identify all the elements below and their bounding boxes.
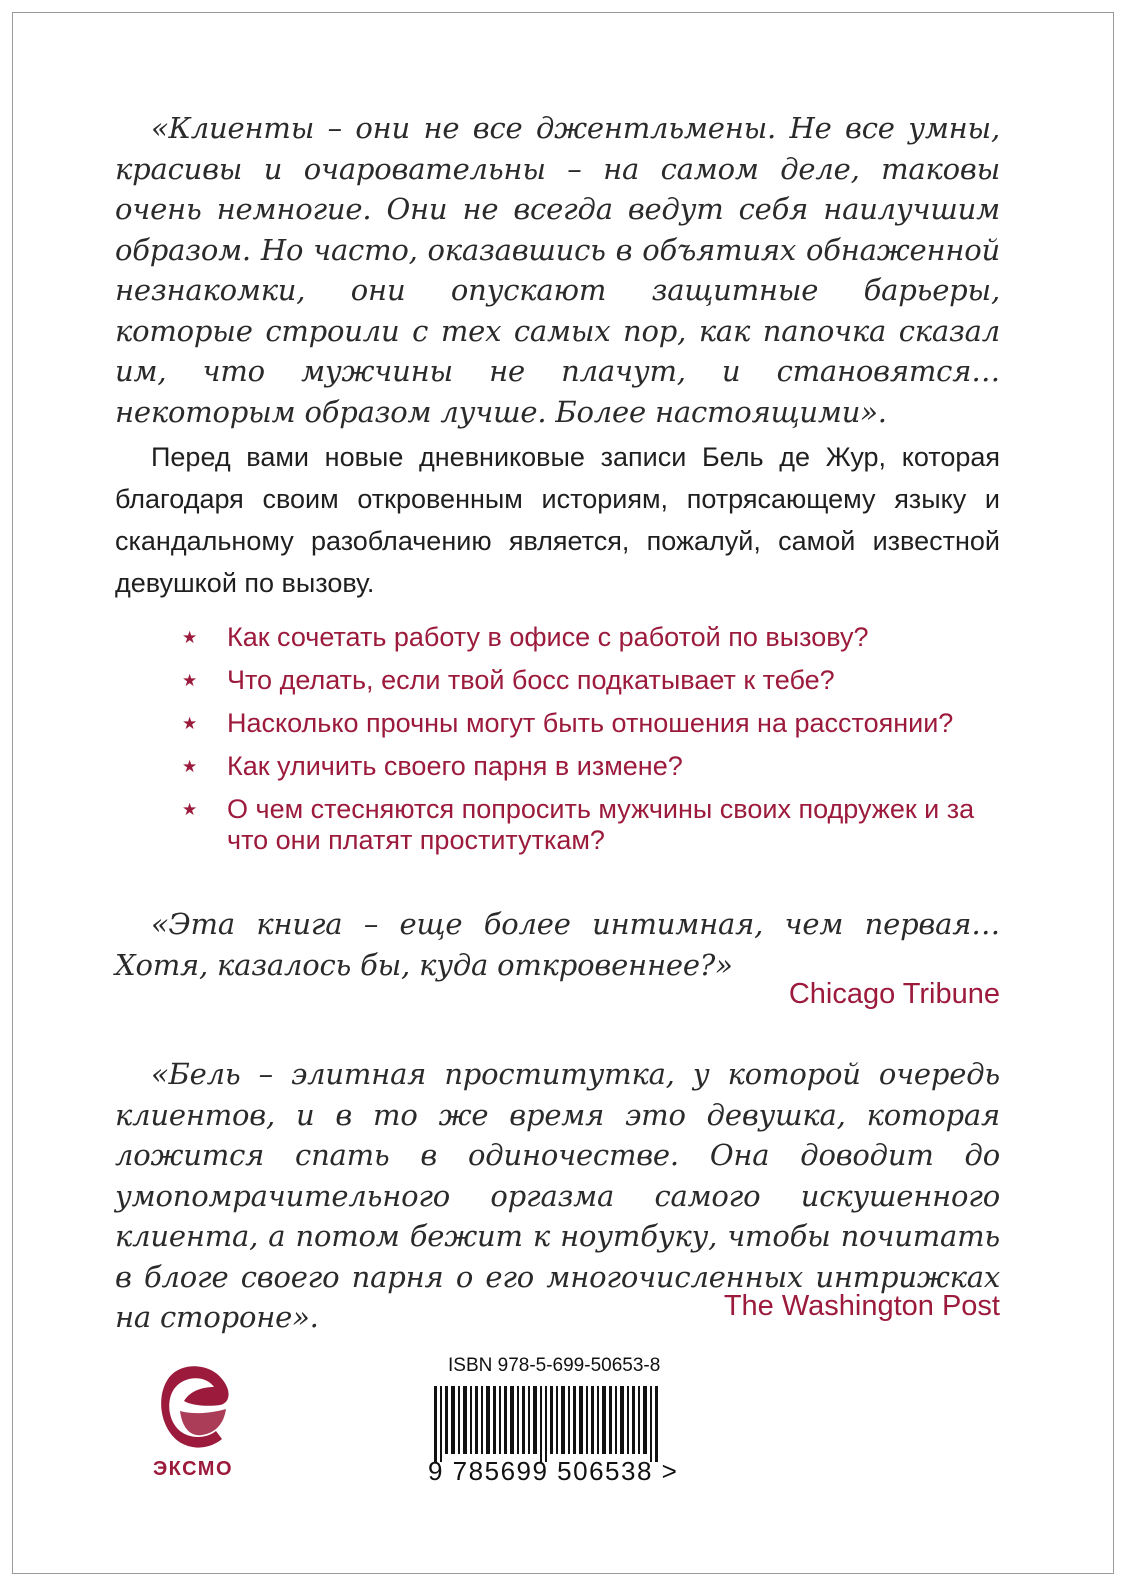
list-item: ★ Как сочетать работу в офисе с работой по вызову? bbox=[182, 622, 869, 652]
barcode-digits: 9 785699 506538 > bbox=[428, 1456, 679, 1486]
star-icon: ★ bbox=[182, 628, 198, 647]
review-washington-text: «Бель – элитная проститутка, у которой очередь клиентов, и в то же время это девушка, которая ложится спать в одиночестве. Она доводит до умопомрачительного оргазма самого искушенного клиента, а потом бежит к ноутбуку, чтобы почитать в блоге своего парня о его многочисленных интрижках на стороне». bbox=[115, 1057, 1000, 1334]
review-chicago-text: «Эта книга – еще более интимная, чем первая… Хотя, казалось бы, куда откровеннее?» bbox=[115, 907, 1000, 982]
list-item: ★ О чем стесняются попросить мужчины своих подружек и за что они платят проституткам? bbox=[182, 794, 975, 855]
star-icon: ★ bbox=[182, 757, 198, 776]
star-icon: ★ bbox=[182, 714, 198, 733]
barcode bbox=[434, 1386, 660, 1462]
question-list bbox=[115, 622, 1000, 868]
star-icon: ★ bbox=[182, 800, 198, 819]
publisher-name: ЭКСМО bbox=[152, 1458, 234, 1480]
list-item: ★ Насколько прочны могут быть отношения на расстоянии? bbox=[182, 708, 954, 738]
review-chicago-source: Chicago Tribune bbox=[788, 978, 1000, 1010]
list-item: ★ Как уличить своего парня в измене? bbox=[182, 751, 683, 781]
isbn-label: ISBN 978-5-699-50653-8 bbox=[448, 1355, 661, 1376]
star-icon: ★ bbox=[182, 671, 198, 690]
list-item: ★ Что делать, если твой босс подкатывает к тебе? bbox=[182, 665, 835, 695]
quote-opening: «Клиенты – они не все джентльмены. Не все умны, красивы и очаровательны – на самом деле, таковы очень немногие. Они не всегда ведут себя наилучшим образом. Но часто, оказавшись в объятиях обнаженной незнакомки, они опускают защитные барьеры, которые строили с тех самых пор, как папочка сказал им, что мужчины не плачут, и становятся… некоторым образом лучше. Более настоящими». bbox=[115, 111, 1000, 429]
review-washington-source: The Washington Post bbox=[723, 1290, 1000, 1322]
intro-paragraph: Перед вами новые дневниковые записи Бель де Жур, которая благодаря своим откровенным историям, потрясающему языку и скандальному разоблачению является, пожалуй, самой известной девушкой по вызову. bbox=[115, 442, 1000, 598]
